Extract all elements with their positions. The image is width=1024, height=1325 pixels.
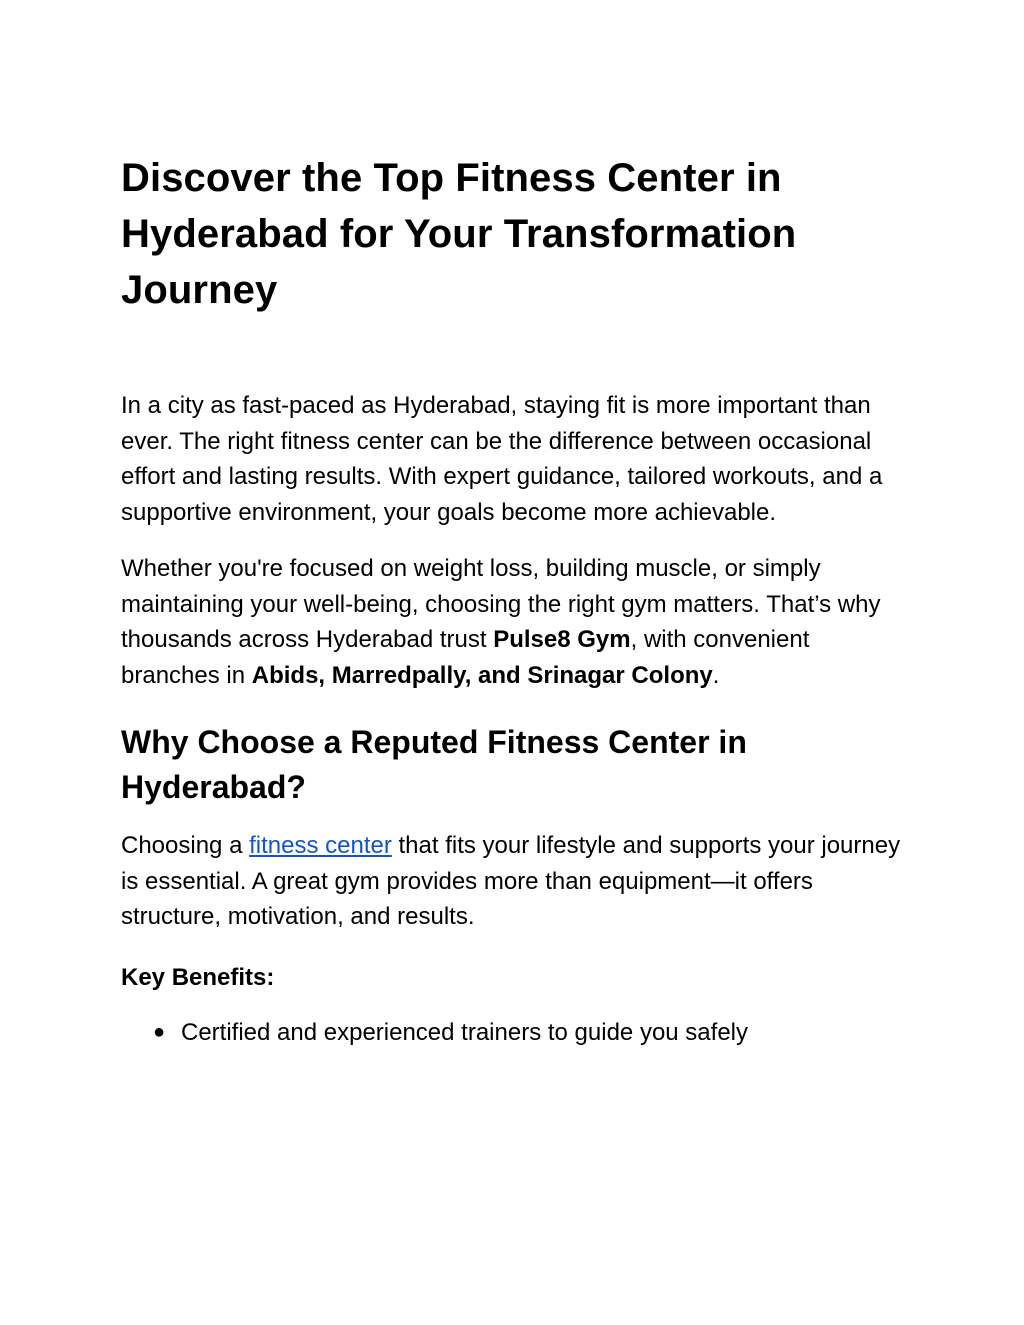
- bullet-icon: ●: [153, 1020, 166, 1043]
- section-heading: Why Choose a Reputed Fitness Center in Hyderabad?: [121, 724, 747, 805]
- intro-paragraph: In a city as fast-paced as Hyderabad, staying fit is more important than ever. The right fitness center can be the difference between occasional effort and lasting results. With expert guidance, tailored workouts, and a supportive environment, your goals become more achievable.: [121, 392, 883, 526]
- fitness-center-link[interactable]: fitness center: [249, 832, 392, 859]
- benefits-heading: Key Benefits:: [121, 963, 275, 991]
- second-paragraph-text-1: Whether you're focused on weight loss, building muscle, or simply maintaining your well-being, choosing the right gym matters. That’s why thousands across Hyderabad trust: [121, 555, 881, 653]
- benefits-list: [121, 1015, 911, 1050]
- gym-name: Pulse8 Gym: [493, 626, 631, 653]
- document-title: Discover the Top Fitness Center in Hyderabad for Your Transformation Journey: [121, 156, 797, 312]
- document-page: [121, 150, 911, 1050]
- list-item: [153, 1015, 911, 1050]
- list-item-text: Certified and experienced trainers to guide you safely: [181, 1018, 748, 1046]
- branch-names: Abids, Marredpally, and Srinagar Colony: [251, 661, 713, 689]
- section-paragraph-text-2: that fits your lifestyle and supports your journey is essential. A great gym provides more than equipment—it offers structure, motivation, and results.: [121, 832, 901, 930]
- second-paragraph: [121, 551, 911, 693]
- section-paragraph-text-1: Choosing a: [121, 832, 250, 859]
- section-paragraph: [121, 828, 911, 935]
- second-paragraph-text-3: .: [712, 661, 720, 689]
- second-paragraph-text-2: , with convenient branches in: [121, 626, 810, 689]
- intro-section: [121, 388, 911, 693]
